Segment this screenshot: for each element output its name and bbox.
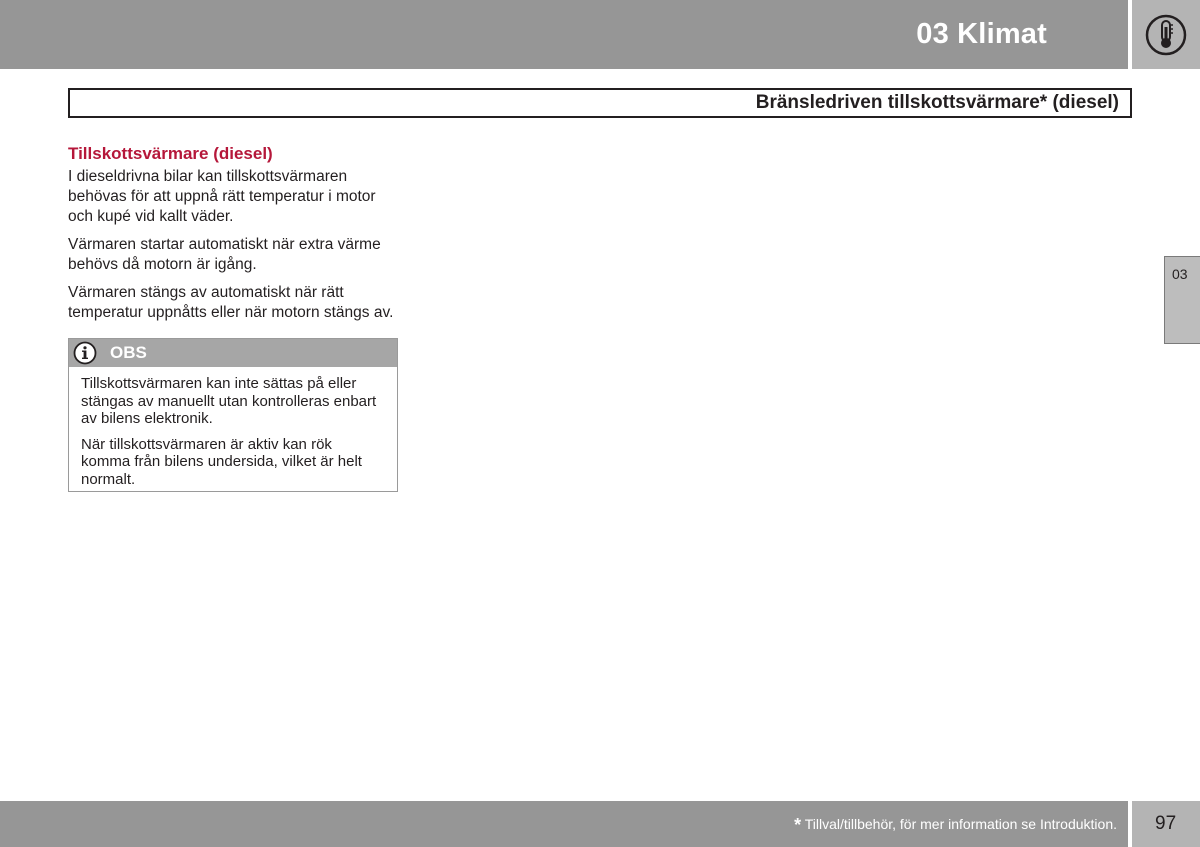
section-title-box <box>68 88 1132 118</box>
note-paragraph: Tillskottsvärmaren kan inte sättas på eller stängas av manuellt utan kontrolleras enbart av bilens elektronik. <box>81 375 377 427</box>
footnote <box>794 815 1117 836</box>
note-label: OBS <box>110 343 147 362</box>
header-bar <box>0 0 1128 69</box>
footer-bar <box>0 801 1128 847</box>
main-content <box>68 143 402 331</box>
subheading: Tillskottsvärmare (diesel) <box>68 144 273 163</box>
thermometer-icon <box>1145 14 1187 56</box>
paragraph: Värmaren startar automatiskt när extra värme behövs då motorn är igång. <box>68 236 381 273</box>
paragraph: I dieseldrivna bilar kan tillskottsvärmaren behövas för att uppnå rätt temperatur i motor och kupé vid kallt väder. <box>68 168 376 225</box>
chapter-icon-box <box>1132 0 1200 69</box>
page-number-box <box>1132 801 1200 847</box>
note-body <box>69 367 397 488</box>
note-header <box>69 339 397 367</box>
info-icon <box>73 341 97 365</box>
chapter-title: 03 Klimat <box>916 18 1047 50</box>
note-paragraph: När tillskottsvärmaren är aktiv kan rök komma från bilens undersida, vilket är helt normalt. <box>81 435 362 488</box>
paragraph: Värmaren stängs av automatiskt när rätt temperatur uppnåtts eller när motorn stängs av. <box>68 284 394 321</box>
section-title: Bränsledriven tillskottsvärmare* (diesel) <box>755 92 1119 113</box>
page-number: 97 <box>1155 813 1177 834</box>
chapter-side-tab <box>1164 256 1200 344</box>
side-tab-label: 03 <box>1172 266 1188 282</box>
note-box <box>68 338 398 492</box>
footnote-text: Tillval/tillbehör, för mer information se Introduktion. <box>804 816 1117 832</box>
footnote-star: * <box>794 815 802 835</box>
